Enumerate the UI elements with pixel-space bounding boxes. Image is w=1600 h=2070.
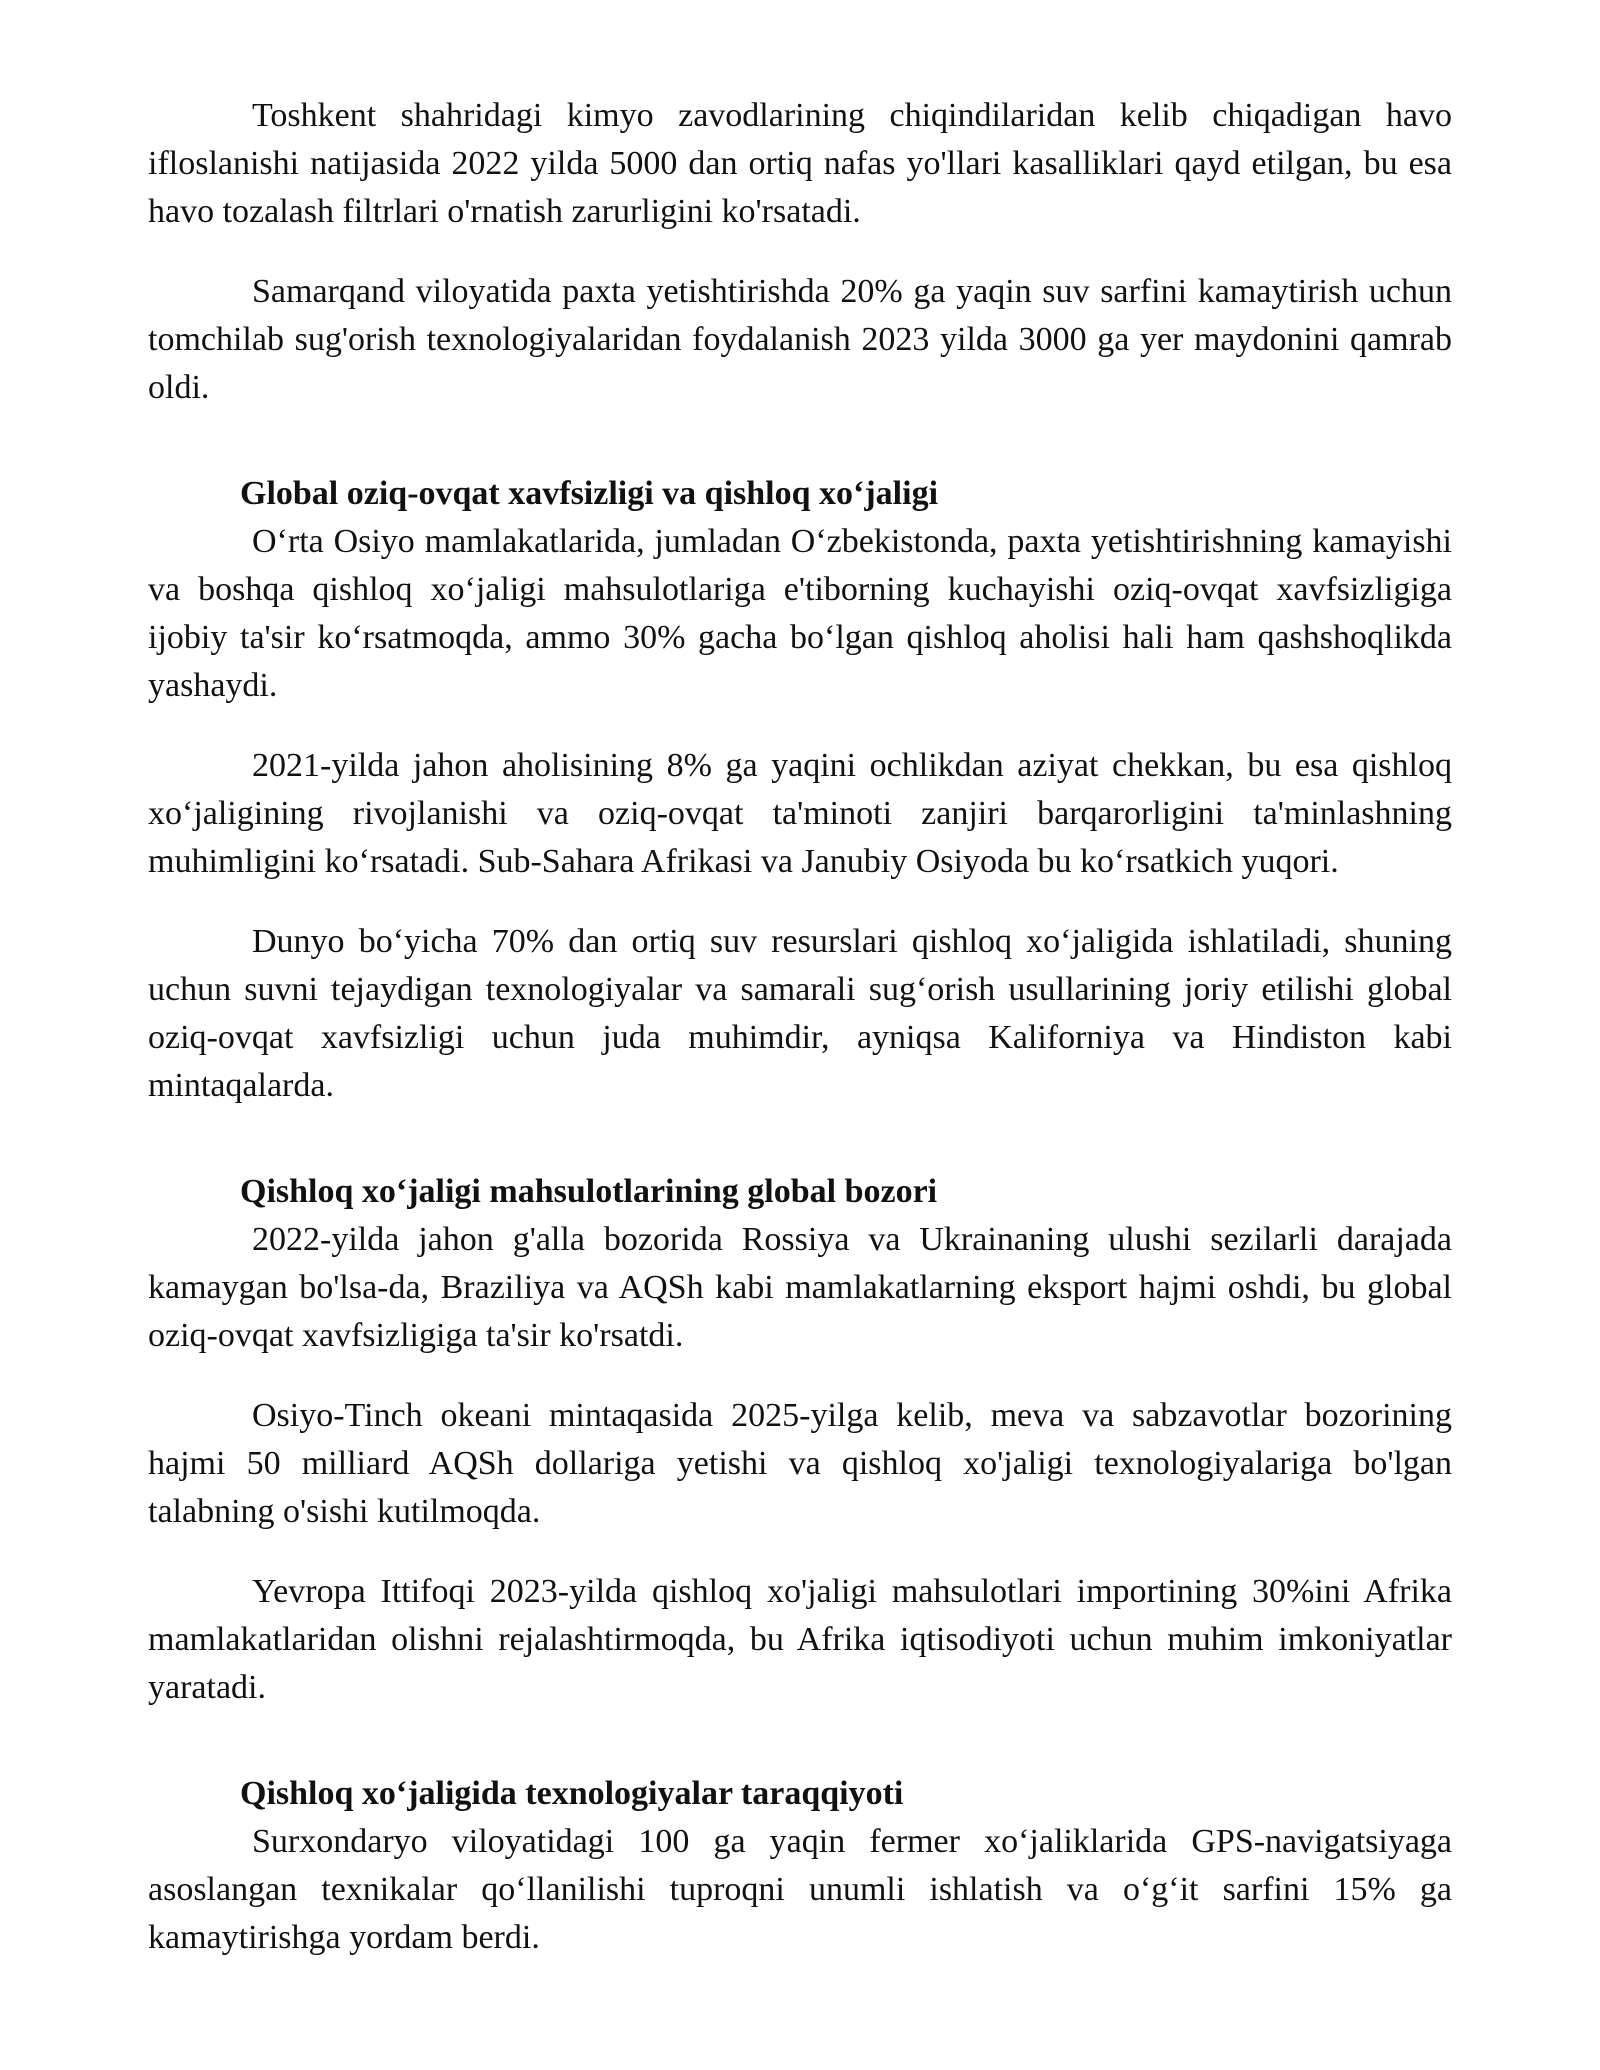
paragraph-surkhandarya-gps: Surxondaryo viloyatidagi 100 ga yaqin fermer xoʻjaliklarida GPS-navigatsiyaga asoslangan texnikalar qoʻllanilishi tuproqni unumli ishlatish va oʻgʻit sarfini 15% ga kamaytirishga yordam berdi. [148,1823,1452,1956]
paragraph-world-hunger-2021: 2021-yilda jahon aholisining 8% ga yaqini ochlikdan aziyat chekkan, bu esa qishloq xoʻjaligining rivojlanishi va oziq-ovqat ta'minoti zanjiri barqarorligini ta'minlashning muhimligini koʻrsatadi. Sub-Sahara Afrikasi va Janubiy Osiyoda bu koʻrsatkich yuqori. [148,747,1452,880]
section-heading-food-security: Global oziq-ovqat xavfsizligi va qishloq xoʻjaligi [240,475,939,512]
paragraph-tashkent-air-pollution: Toshkent shahridagi kimyo zavodlarining chiqindilaridan kelib chiqadigan havo ifloslanishi natijasida 2022 yilda 5000 dan ortiq nafas yo'llari kasalliklari qayd etilgan, bu esa havo tozalash filtrlari o'rnatish zarurligini ko'rsatadi. [148,97,1452,230]
paragraph-central-asia-food-security: Oʻrta Osiyo mamlakatlarida, jumladan Oʻzbekistonda, paxta yetishtirishning kamayishi va boshqa qishloq xoʻjaligi mahsulotlariga e'tiborning kuchayishi oziq-ovqat xavfsizligiga ijobiy ta'sir koʻrsatmoqda, ammo 30% gacha boʻlgan qishloq aholisi hali ham qashshoqlikda yashaydi. [148,523,1452,704]
paragraph-samarkand-drip-irrigation: Samarqand viloyatida paxta yetishtirishda 20% ga yaqin suv sarfini kamaytirish uchun tomchilab sug'orish texnologiyalaridan foydalanish 2023 yilda 3000 ga yer maydonini qamrab oldi. [148,273,1452,406]
section-heading-technology: Qishloq xoʻjaligida texnologiyalar taraqqiyoti [240,1775,904,1812]
paragraph-asia-pacific-market: Osiyo-Tinch okeani mintaqasida 2025-yilga kelib, meva va sabzavotlar bozorining hajmi 50 milliard AQSh dollariga yetishi va qishloq xo'jaligi texnologiyalariga bo'lgan talabning o'sishi kutilmoqda. [148,1397,1452,1530]
paragraph-eu-imports: Yevropa Ittifoqi 2023-yilda qishloq xo'jaligi mahsulotlari importining 30%ini Afrika mamlakatlaridan olishni rejalashtirmoqda, bu Afrika iqtisodiyoti uchun muhim imkoniyatlar yaratadi. [148,1573,1452,1706]
paragraph-water-resources: Dunyo boʻyicha 70% dan ortiq suv resurslari qishloq xoʻjaligida ishlatiladi, shuning uchun suvni tejaydigan texnologiyalar va samarali sugʻorish usullarining joriy etilishi global oziq-ovqat xavfsizligi uchun juda muhimdir, ayniqsa Kaliforniya va Hindiston kabi mintaqalarda. [148,923,1452,1104]
section-heading-global-market: Qishloq xoʻjaligi mahsulotlarining global bozori [240,1173,938,1210]
paragraph-grain-market-2022: 2022-yilda jahon g'alla bozorida Rossiya va Ukrainaning ulushi sezilarli darajada kamaygan bo'lsa-da, Braziliya va AQSh kabi mamlakatlarning eksport hajmi oshdi, bu global oziq-ovqat xavfsizligiga ta'sir ko'rsatdi. [148,1221,1452,1354]
